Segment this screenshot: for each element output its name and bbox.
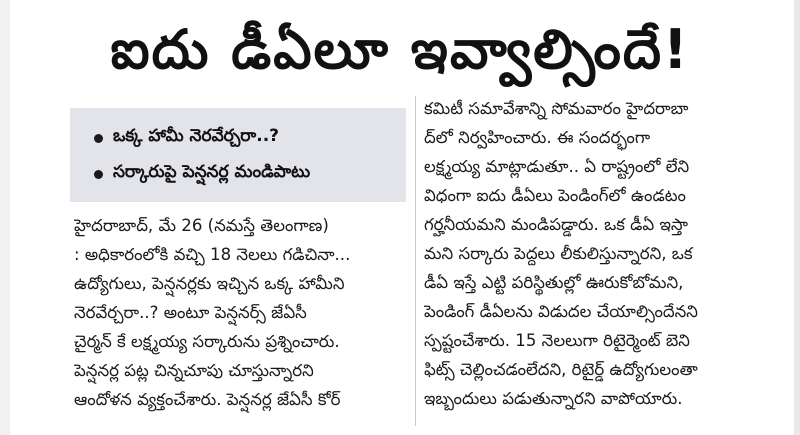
text-line: చైర్మన్ కే లక్ష్మయ్య సర్కారును ప్రశ్నించారు. xyxy=(74,332,340,351)
article-column-right xyxy=(424,94,736,413)
text-line: కమిటీ సమావేశాన్ని సోమవారం హైదరాబా xyxy=(424,99,689,118)
text-line: లక్ష్మయ్య మాట్లాడుతూ.. ఏ రాష్ట్రంలో లేని xyxy=(424,157,690,176)
text-line: ద్‌లో నిర్వహించారు. ఈ సందర్భంగా xyxy=(424,128,651,147)
text-line: హైదరాబాద్, మే 26 (నమస్తే తెలంగాణ) xyxy=(74,216,329,235)
text-line: ఇబ్బందులు పడుతున్నారని వాపోయారు. xyxy=(424,389,683,408)
text-line: నెరవేర్చరా..? అంటూ పెన్షనర్స్ జేఏసీ xyxy=(74,303,307,322)
text-line: డీఏ ఇస్తే ఎట్టి పరిస్థితుల్లో ఊరుకోబోమని, xyxy=(424,273,684,292)
kicker-item xyxy=(94,126,279,150)
text-line: మని సర్కారు పెద్దలు లీకులిస్తున్నారని, ఒక xyxy=(424,244,693,263)
kicker-text: ఒక్క హామీ నెరవేర్చరా..? xyxy=(113,126,280,146)
bullet-icon xyxy=(94,134,103,143)
text-line: ఉద్యోగులు, పెన్షనర్లకు ఇచ్చిన ఒక్క హామీని xyxy=(74,274,345,293)
page-edge-left xyxy=(0,0,10,435)
text-line: పెండింగ్ డీఏలను విడుదల చేయాల్సిందేనని xyxy=(424,302,698,321)
text-line: ఫిట్స్ చెల్లించడంలేదని, రిటైర్డ్ ఉద్యోగులంతా xyxy=(424,360,698,379)
text-line: ఆందోళన వ్యక్తంచేశారు. పెన్షనర్ల జేఏసీ కోర్ xyxy=(74,390,341,409)
text-line: : అధికారంలోకి వచ్చి 18 నెలలు గడిచినా... xyxy=(74,245,351,264)
page-edge-right xyxy=(794,0,800,435)
kicker-item xyxy=(94,162,310,186)
kicker-box xyxy=(70,108,406,202)
text-line: గర్హనీయమని మండిపడ్డారు. ఒక డీఏ ఇస్తా xyxy=(424,215,689,234)
article-column-left xyxy=(74,211,410,414)
text-line: పెన్షనర్ల పట్ల చిన్నచూపు చూస్తున్నారని xyxy=(74,361,314,380)
bullet-icon xyxy=(94,170,103,179)
column-divider xyxy=(415,96,416,426)
headline: ఐదు డీఏలూ ఇవ్వాల్సిందే! xyxy=(110,18,690,81)
text-line: విధంగా ఐదు డీఏలు పెండింగ్‌లో ఉండటం xyxy=(424,186,686,205)
text-line: స్పష్టంచేశారు. 15 నెలలుగా రిటైర్మెంట్ బెని xyxy=(424,331,690,350)
kicker-text: సర్కారుపై పెన్షనర్ల మండిపాటు xyxy=(113,162,311,182)
